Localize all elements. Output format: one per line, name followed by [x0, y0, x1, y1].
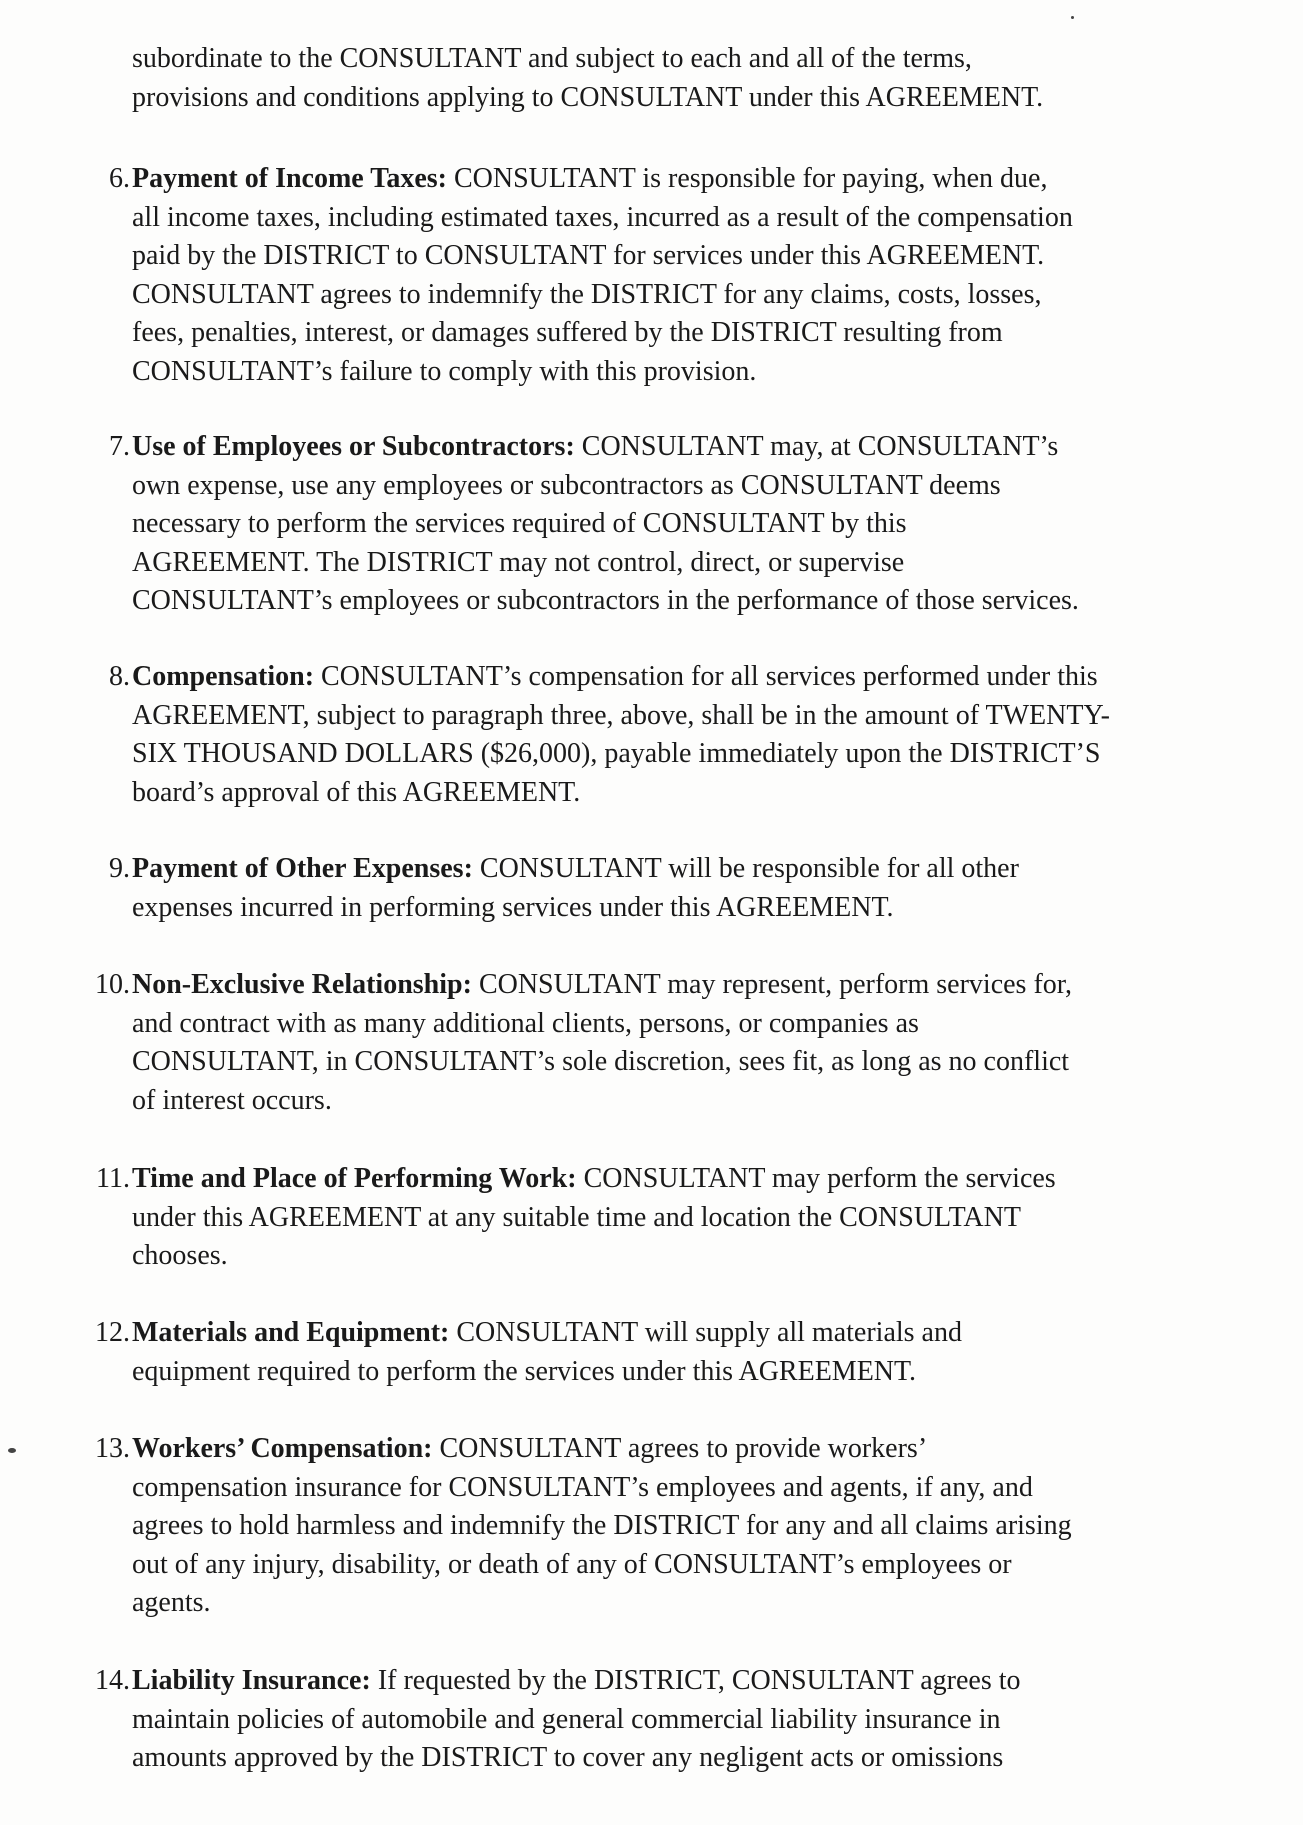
- clause-number: 13.: [95, 1433, 130, 1464]
- clause-text: CONSULTANT agrees to provide workers’ compensation insurance for CONSULTANT’s employees and agents, if any, and agrees to hold harmless and indemnify the DISTRICT for any and all claims arising out of any injury, disability, or death of any of CONSULTANT’s employees or agents.: [132, 1433, 1072, 1618]
- intro-paragraph: subordinate to the CONSULTANT and subject to each and all of the terms, provisions and conditions applying to CONSULTANT under this AGREEMENT.: [132, 43, 1044, 113]
- clause-text: CONSULTANT will be responsible for all other expenses incurred in performing services under this AGREEMENT.: [132, 853, 1019, 923]
- clause-heading: Payment of Income Taxes:: [132, 163, 447, 194]
- clause-number: 10.: [95, 969, 130, 1000]
- clause-text: CONSULTANT may perform the services under this AGREEMENT at any suitable time and location the CONSULTANT chooses.: [132, 1163, 1056, 1271]
- clause-heading: Time and Place of Performing Work:: [132, 1163, 577, 1194]
- clause-text: CONSULTANT is responsible for paying, when due, all income taxes, including estimated taxes, incurred as a result of the compensation paid by the DISTRICT to CONSULTANT for services under this AGREEMENT. CONSULTANT agrees to indemnify the DISTRICT for any claims, costs, losses, fees, penalties, interest, or damages suffered by the DISTRICT resulting from CONSULTANT’s failure to comply with this provision.: [132, 163, 1073, 387]
- clause-number: 12.: [95, 1317, 130, 1348]
- clause-heading: Compensation:: [132, 661, 315, 692]
- clause-body: [132, 1314, 1272, 1391]
- clause-number: 8.: [109, 661, 130, 692]
- clause-heading: Use of Employees or Subcontractors:: [132, 431, 575, 462]
- clause-heading: Materials and Equipment:: [132, 1317, 450, 1348]
- clause-heading: Liability Insurance:: [132, 1665, 371, 1696]
- clause-body: [132, 850, 1272, 927]
- scan-speck: [8, 1448, 16, 1453]
- clause-body: [132, 966, 1272, 1120]
- clause-text: CONSULTANT will supply all materials and equipment required to perform the services under this AGREEMENT.: [132, 1317, 962, 1387]
- clause-number: 6.: [109, 163, 130, 194]
- clause-number: 7.: [109, 431, 130, 462]
- clause-body: [132, 658, 1272, 812]
- clause-body: [132, 160, 1272, 391]
- clause-text: CONSULTANT may represent, perform services for, and contract with as many additional clients, persons, or companies as CONSULTANT, in CONSULTANT’s sole discretion, sees fit, as long as no conflict of interest occurs.: [132, 969, 1072, 1116]
- clause-heading: Workers’ Compensation:: [132, 1433, 433, 1464]
- clause-text: CONSULTANT may, at CONSULTANT’s own expense, use any employees or subcontractors as CONSULTANT deems necessary to perform the services required of CONSULTANT by this AGREEMENT. The DISTRICT may not control, direct, or supervise CONSULTANT’s employees or subcontractors in the performance of those services.: [132, 431, 1079, 616]
- clause-text: If requested by the DISTRICT, CONSULTANT agrees to maintain policies of automobile and general commercial liability insurance in amounts approved by the DISTRICT to cover any negligent acts or omissions: [132, 1665, 1021, 1773]
- clause-body: [132, 1430, 1272, 1623]
- clause-body: [132, 1160, 1272, 1276]
- clause-number: 11.: [96, 1163, 130, 1194]
- clause-number: 9.: [109, 853, 130, 884]
- clause-text: CONSULTANT’s compensation for all services performed under this AGREEMENT, subject to paragraph three, above, shall be in the amount of TWENTY- SIX THOUSAND DOLLARS ($26,000), payable immediately upon the DISTRICT’S board’s approval of this AGREEMENT.: [132, 661, 1110, 808]
- clause-heading: Payment of Other Expenses:: [132, 853, 473, 884]
- clause-body: [132, 428, 1272, 621]
- clause-heading: Non-Exclusive Relationship:: [132, 969, 472, 1000]
- clause-number: 14.: [95, 1665, 130, 1696]
- scan-speck: [1071, 16, 1074, 19]
- clause-body: [132, 1662, 1272, 1778]
